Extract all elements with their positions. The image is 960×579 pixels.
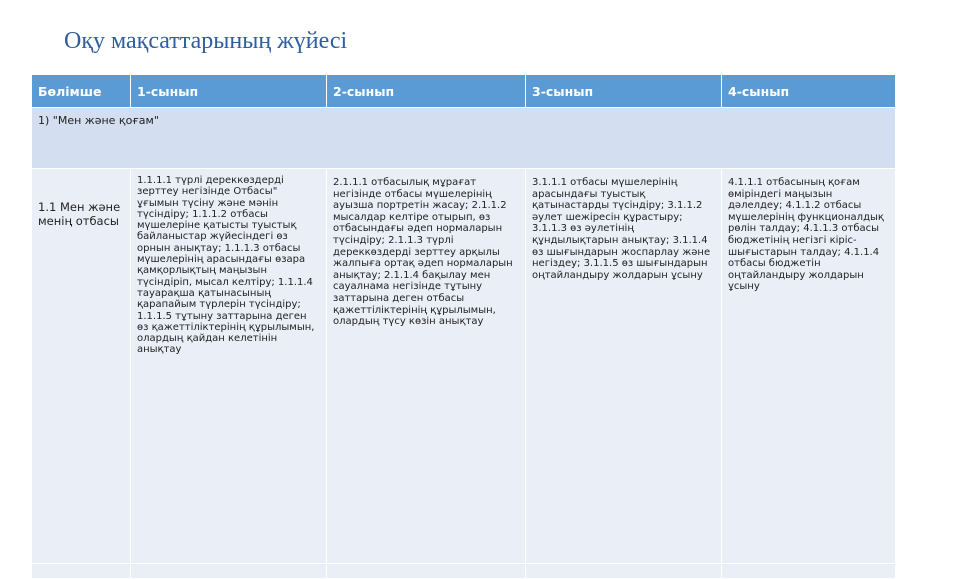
header-grade-4: 4-сынып [722, 75, 896, 108]
empty-cell [32, 564, 131, 579]
grade-3-objectives-cell: 3.1.1.1 отбасы мүшелерінің арасындағы туыстық қатынастарды түсіндіру; 3.1.1.2 әулет шежіресін құрастыру; 3.1.1.3 өз әулетінің құндылықтарын анықтау; 3.1.1.4 өз шығындарын жоспарлау және негіздеу; 3.1.1.5 өз шығындарын оңтайландыру жолдарын ұсыну [526, 169, 722, 564]
table-row [32, 169, 896, 564]
empty-cell [722, 564, 896, 579]
page-title: Оқу мақсаттарының жүйесі [64, 28, 348, 54]
grade-2-objectives-cell: 2.1.1.1 отбасылық мұрағат негізінде отбасы мүшелерінің ауызша портретін жасау; 2.1.1.2 мысалдар келтіре отырып, өз отбасындағы әдеп нормаларын түсіндіру; 2.1.1.3 түрлі дереккөздерді зерттеу арқылы жалпыға ортақ әдеп нормаларын анықтау; 2.1.1.4 бақылау мен сауалнама негізінде тұтыну заттарына деген отбасы қажеттіліктерінің құрылымын, олардың түсу көзін анықтау [327, 169, 526, 564]
learning-objectives-table [31, 74, 896, 579]
empty-cell [327, 564, 526, 579]
subsection-cell: 1.1 Мен және менің отбасы [32, 169, 131, 564]
header-grade-2: 2-сынып [327, 75, 526, 108]
header-grade-1: 1-сынып [131, 75, 327, 108]
empty-cell [526, 564, 722, 579]
empty-row [32, 564, 896, 579]
grade-1-objectives-cell: 1.1.1.1 түрлі дереккөздерді зерттеу негізінде Отбасы" ұғымын түсіну және мәнін түсіндіру; 1.1.1.2 отбасы мүшелеріне қатысты туыстық байланыстар жүйесіндегі өз орнын анықтау; 1.1.1.3 отбасы мүшелерінің арасындағы өзара қамқорлықтың маңызын түсіндіріп, мысал келтіру; 1.1.1.4 тауарақша қатынасының қарапайым түрлерін түсіндіру; 1.1.1.5 тұтыну заттарына деген өз қажеттіліктерінің құрылымын, олардың қайдан келетінін анықтау [131, 169, 327, 564]
grade-4-objectives-cell: 4.1.1.1 отбасының қоғам өміріндегі маңызын дәлелдеу; 4.1.1.2 отбасы мүшелерінің функционалдық рөлін талдау; 4.1.1.3 отбасы бюджетінің негізгі кіріс-шығыстарын талдау; 4.1.1.4 отбасы бюджетін оңтайландыру жолдарын ұсыну [722, 169, 896, 564]
section-title: 1) "Мен және қоғам" [32, 108, 896, 169]
section-row [32, 108, 896, 169]
empty-cell [131, 564, 327, 579]
header-grade-3: 3-сынып [526, 75, 722, 108]
table-header-row [32, 75, 896, 108]
header-subsection: Бөлімше [32, 75, 131, 108]
